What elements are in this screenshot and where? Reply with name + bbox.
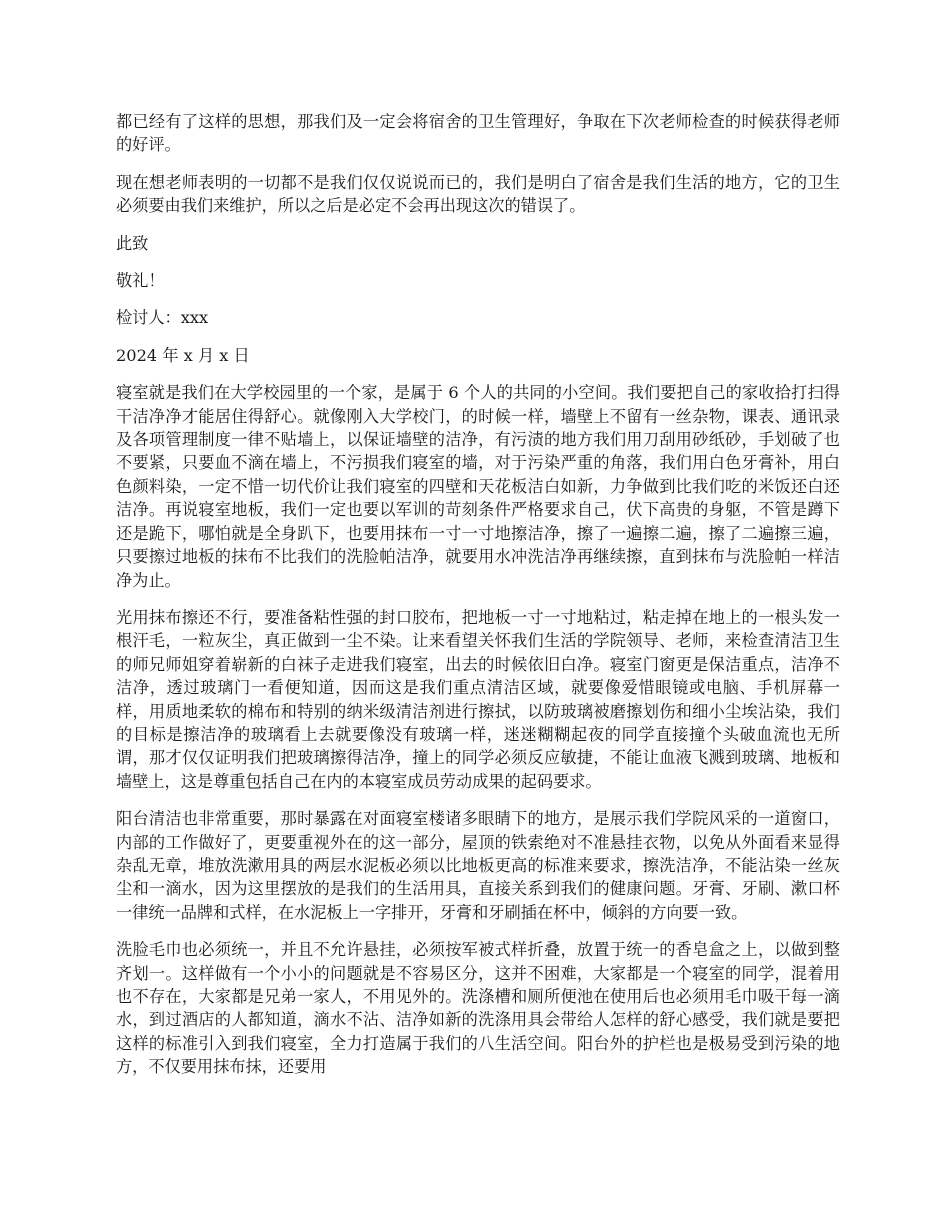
paragraph-balcony: 阳台清洁也非常重要，那时暴露在对面寝室楼诸多眼睛下的地方，是展示我们学院风采的一道窗口，内部的工作做好了，更要重视外在的这一部分，屋顶的铁索绝对不准悬挂衣物，以免从外面看来显得杂乱无章，堆放洗漱用具的两层水泥板必须以比地板更高的标准来要求，擦洗洁净，不能沾染一丝灰尘和一滴水，因为这里摆放的是我们的生活用具，直接关系到我们的健康问题。牙膏、牙刷、漱口杯一律统一品牌和式样，在水泥板上一字排开，牙膏和牙刷插在杯中，倾斜的方向要一致。 bbox=[116, 809, 840, 922]
salutation-cizhi: 此致 bbox=[116, 233, 149, 253]
document-body bbox=[116, 110, 840, 1093]
paragraph-closing-thought: 都已经有了这样的思想，那我们及一定会将宿舍的卫生管理好，争取在下次老师检查的时候获得老师的好评。 bbox=[116, 112, 840, 155]
paragraph-statement: 现在想老师表明的一切都不是我们仅仅说说而已的，我们是明白了宿舍是我们生活的地方，它的卫生必须要由我们来维护，所以之后是必定不会再出现这次的错误了。 bbox=[116, 172, 840, 216]
paragraph-tape-and-glass: 光用抹布擦还不行，要准备粘性强的封口胶布，把地板一寸一寸地粘过，粘走掉在地上的一根头发一根汗毛，一粒灰尘，真正做到一尘不染。让来看望关怀我们生活的学院领导、老师，来检查清洁卫生的师兄师姐穿着崭新的白袜子走进我们寝室，出去的时候依旧白净。寝室门窗更是保洁重点，洁净不洁净，透过玻璃门一看便知道，因而这是我们重点清洁区域，就要像爱惜眼镜或电脑、手机屏幕一样，用质地柔软的棉布和特别的纳米级清洁剂进行擦拭，以防玻璃被磨擦划伤和细小尘埃沾染，我们的目标是擦洁净的玻璃看上去就要像没有玻璃一样，迷迷糊糊起夜的同学直接撞个头破血流也无所谓，那才仅仅证明我们把玻璃擦得洁净，撞上的同学必须反应敏捷，不能让血液飞溅到玻璃、地板和墙壁上，这是尊重包括自己在内的本寝室成员劳动成果的起码要求。 bbox=[116, 607, 840, 791]
salutation-jingli: 敬礼！ bbox=[116, 271, 165, 291]
signature-line: 检讨人：xxx bbox=[116, 308, 209, 328]
date-line: 2024 年 x 月 x 日 bbox=[116, 345, 250, 365]
paragraph-towels: 洗脸毛巾也必须统一，并且不允许悬挂，必须按军被式样折叠，放置于统一的香皂盒之上，以做到整齐划一。这样做有一个小小的问题就是不容易区分，这并不困难，大家都是一个寝室的同学，混着用也不存在，大家都是兄弟一家人，不用见外的。洗涤槽和厕所便池在使用后也必须用毛巾吸干每一滴水，到过酒店的人都知道，滴水不沾、洁净如新的洗涤用具会带给人怎样的舒心感受，我们就是要把这样的标准引入到我们寝室，全力打造属于我们的八生活空间。阳台外的护栏也是极易受到污染的地方，不仅要用抹布抹，还要用 bbox=[116, 940, 840, 1077]
paragraph-dorm-home: 寝室就是我们在大学校园里的一个家，是属于 6 个人的共同的小空间。我们要把自己的家收拾打扫得干洁净净才能居住得舒心。就像刚入大学校门，的时候一样，墙壁上不留有一丝杂物，课表、通讯录及各项管理制度一律不贴墙上，以保证墙壁的洁净，有污渍的地方我们用刀刮用砂纸砂，手划破了也不要紧，只要血不滴在墙上，不污损我们寝室的墙，对于污染严重的角落，我们用白色牙膏补，用白色颜料染，一定不惜一切代价让我们寝室的四壁和天花板洁白如新，力争做到比我们吃的米饭还白还洁净。再说寝室地板，我们一定也要以军训的苛刻条件严格要求自己，伏下高贵的身躯，不管是蹲下还是跪下，哪怕就是全身趴下，也要用抹布一寸一寸地擦洁净，擦了一遍擦二遍，擦了二遍擦三遍，只要擦过地板的抹布不比我们的洗脸帕洁净，就要用水冲洗洁净再继续擦，直到抹布与洗脸帕一样洁净为止。 bbox=[116, 383, 840, 590]
